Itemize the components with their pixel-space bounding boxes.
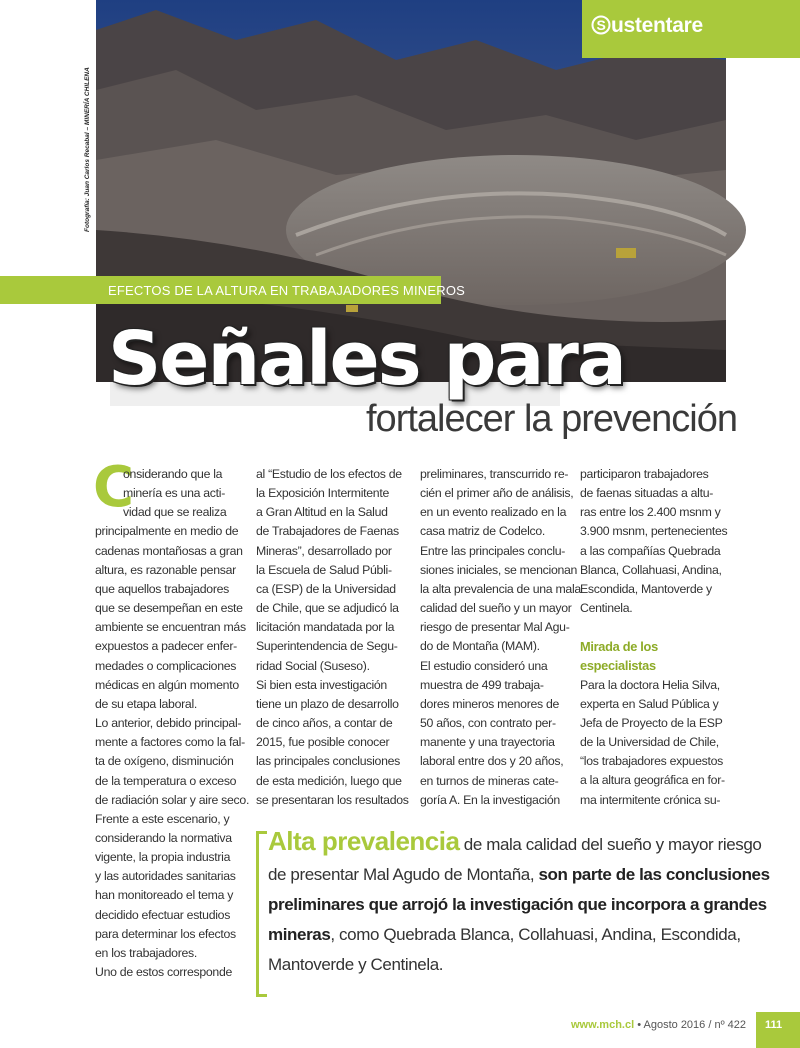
page-number: 111: [765, 1019, 783, 1031]
text-line: Frente a este escenario, y: [95, 811, 230, 826]
text-line: Blanca, Collahuasi, Andina,: [580, 562, 722, 577]
text-line: cién el primer año de análisis,: [420, 486, 574, 501]
text-line: vidad que se realiza: [123, 505, 227, 520]
svg-text:S: S: [596, 17, 606, 33]
text-line: y las autoridades sanitarias: [95, 869, 236, 884]
text-line: experta en Salud Pública y: [580, 696, 719, 711]
text-line: ridad Social (Suseso).: [256, 658, 370, 673]
text-line: “los trabajadores expuestos: [580, 754, 723, 769]
text-line: Centinela.: [580, 601, 633, 616]
text-line: considerando la normativa: [95, 830, 232, 845]
text-line: Mineras”, desarrollado por: [256, 543, 392, 558]
text-line: las principales conclusiones: [256, 754, 401, 769]
text-line: Superintendencia de Segu-: [256, 639, 398, 654]
text-line: a la altura geográfica en for-: [580, 773, 725, 788]
text-line: El estudio consideró una: [420, 658, 548, 673]
text-line: Escondida, Mantoverde y: [580, 581, 712, 596]
text-line: manente y una trayectoria: [420, 735, 555, 750]
text-line: muestra de 499 trabaja-: [420, 677, 544, 692]
text-line: Entre las principales conclu-: [420, 543, 566, 558]
footer-issue: • Agosto 2016 / nº 422: [634, 1019, 746, 1031]
text-line: que aquellos trabajadores: [95, 581, 230, 596]
text-line: casa matriz de Codelco.: [420, 524, 546, 539]
pullquote-text: de presentar Mal Agudo de Montaña,: [268, 865, 539, 884]
pullquote-row-3: preliminares que arrojó la investigación que incorpora a grandes: [268, 895, 767, 914]
text-line: de cinco años, a contar de: [256, 716, 393, 731]
text-line: laboral entre dos y 20 años,: [420, 754, 564, 769]
text-line: de esta medición, luego que: [256, 773, 402, 788]
text-line: al “Estudio de los efectos de: [256, 467, 402, 481]
text-line: ca (ESP) de la Universidad: [256, 581, 396, 596]
text-line: la Exposición Intermitente: [256, 486, 390, 501]
text-line: tiene un plazo de desarrollo: [256, 696, 399, 711]
text-line: minería es una acti-: [123, 486, 225, 501]
text-line: 2015, fue posible conocer: [256, 735, 390, 750]
text-line: calidad del sueño y un mayor: [420, 601, 572, 616]
text-line: mente a factores como la fal-: [95, 735, 245, 750]
text-line: preliminares, transcurrido re-: [420, 467, 569, 481]
text-line: en un evento realizado en la: [420, 505, 567, 520]
text-line: dores mineros menores de: [420, 696, 560, 711]
text-line: expuestos a padecer enfer-: [95, 639, 237, 654]
pullquote-bold: mineras: [268, 925, 331, 944]
pullquote-text: de mala calidad del sueño y mayor riesgo: [459, 835, 762, 854]
kicker: EFECTOS DE LA ALTURA EN TRABAJADORES MINEROS: [108, 283, 466, 298]
pullquote-row-2: [268, 860, 770, 890]
text-line: cadenas montañosas a gran: [95, 543, 243, 558]
text-line: se presentaran los resultados: [256, 792, 409, 807]
brand-logo: [592, 14, 703, 38]
pullquote-row-5: Mantoverde y Centinela.: [268, 955, 444, 974]
text-line: ras entre los 2.400 msnm y: [580, 505, 721, 520]
text-line: ma intermitente crónica su-: [580, 792, 721, 807]
subhead-line-1: Mirada de los: [580, 639, 658, 655]
text-line: participaron trabajadores: [580, 467, 709, 481]
text-line: principalmente en medio de: [95, 524, 239, 539]
text-line: 3.900 msnm, pertenecientes: [580, 524, 728, 539]
text-line: vigente, la propia industria: [95, 850, 231, 865]
text-line: a las compañías Quebrada: [580, 543, 721, 558]
text-line: Si bien esta investigación: [256, 677, 387, 692]
text-line: do de Montaña (MAM).: [420, 639, 540, 654]
text-line: Lo anterior, debido principal-: [95, 716, 242, 731]
column-4-part-a: [580, 465, 728, 618]
text-line: ta de oxígeno, disminución: [95, 754, 234, 769]
text-line: siones iniciales, se mencionan: [420, 562, 578, 577]
brand-tab: [582, 0, 800, 58]
pullquote-row-1: [268, 826, 762, 860]
pullquote-row-4: [268, 920, 741, 950]
text-line: licitación mandatada por la: [256, 620, 395, 635]
column-2: [256, 465, 409, 810]
subhead-line-2: especialistas: [580, 658, 656, 674]
text-line: riesgo de presentar Mal Agu-: [420, 620, 570, 635]
pullquote-bold: son parte de las conclusiones: [538, 865, 770, 884]
text-line: de Trabajadores de Faenas: [256, 524, 399, 539]
text-line: ambiente se encuentran más: [95, 620, 246, 635]
page-title: Señales para: [108, 316, 625, 402]
text-line: Jefa de Proyecto de la ESP: [580, 715, 723, 730]
text-line: onsiderando que la: [123, 467, 223, 481]
column-3: [420, 465, 581, 810]
pullquote: [268, 826, 770, 980]
text-line: de su etapa laboral.: [95, 696, 198, 711]
text-line: medades o complicaciones: [95, 658, 237, 673]
page-subtitle: fortalecer la prevención: [366, 398, 737, 440]
text-line: goría A. En la investigación: [420, 792, 560, 807]
text-line: han monitoreado el tema y: [95, 888, 234, 903]
footer-url[interactable]: www.mch.cl: [570, 1019, 635, 1031]
text-line: de Chile, que se adjudicó la: [256, 601, 399, 616]
text-line: 50 años, con contrato per-: [420, 716, 556, 731]
photo-credit: Fotografía: Juan Carlos Recabal – MINERÍA CHILENA: [84, 67, 91, 232]
pullquote-bracket: [256, 831, 267, 997]
text-line: en los trabajadores.: [95, 945, 198, 960]
text-line: de la temperatura o exceso: [95, 773, 237, 788]
brand-name: ustentare: [611, 14, 703, 37]
text-line: de radiación solar y aire seco.: [95, 792, 250, 807]
text-line: altura, es razonable pensar: [95, 562, 236, 577]
column-1: [95, 465, 250, 982]
text-line: la Escuela de Salud Públi-: [256, 562, 392, 577]
text-line: de la Universidad de Chile,: [580, 735, 719, 750]
pullquote-text: , como Quebrada Blanca, Collahuasi, Andina, Escondida,: [330, 925, 741, 944]
drop-cap: C: [93, 455, 135, 520]
text-line: decidido efectuar estudios: [95, 907, 231, 922]
text-line: a Gran Altitud en la Salud: [256, 505, 388, 520]
text-line: que se desempeñan en este: [95, 601, 243, 616]
text-line: en turnos de mineras cate-: [420, 773, 559, 788]
text-line: para determinar los efectos: [95, 926, 236, 941]
text-line: Para la doctora Helia Silva,: [580, 677, 720, 692]
text-line: la alta prevalencia de una mala: [420, 581, 581, 596]
text-line: Uno de estos corresponde: [95, 965, 233, 980]
text-line: de faenas situadas a altu-: [580, 486, 714, 501]
column-4: [580, 465, 728, 810]
text-line: médicas en algún momento: [95, 677, 239, 692]
s-logo-icon: [592, 15, 610, 35]
pullquote-lead: Alta prevalencia: [268, 826, 460, 856]
footer: [571, 1019, 746, 1031]
column-4-part-b: [580, 676, 725, 810]
